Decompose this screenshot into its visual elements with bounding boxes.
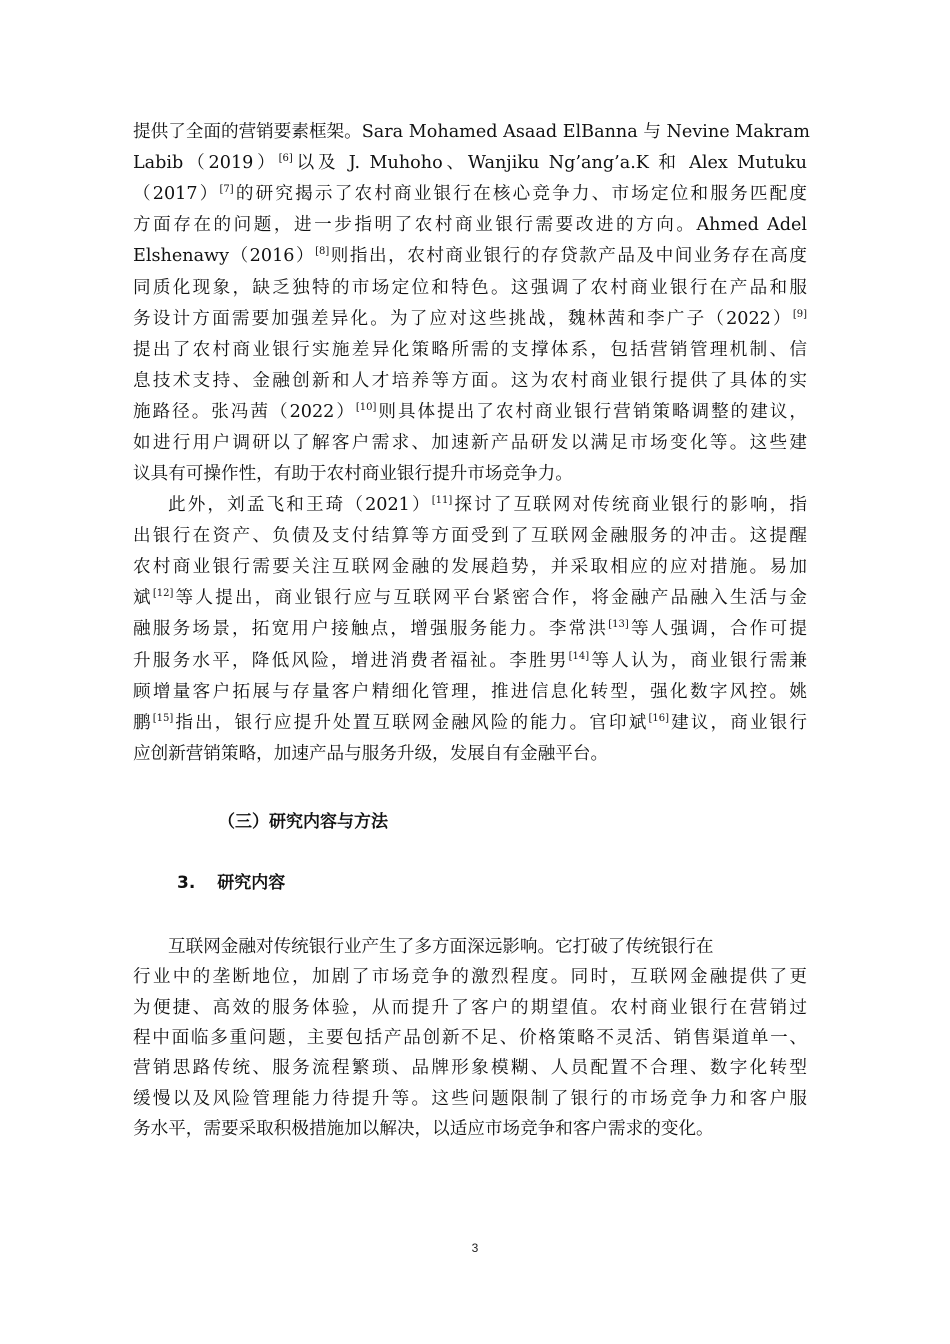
text-line: 互联网金融对传统银行业产生了多方面深远影响。它打破了传统银行在 <box>168 937 714 957</box>
citation-ref: [7] <box>219 184 234 196</box>
citation-ref: [13] <box>608 619 629 631</box>
subsection-number: 3. <box>177 873 196 893</box>
citation-ref: [12] <box>152 588 174 600</box>
citation-ref: [16] <box>648 712 669 724</box>
text-line: 行业中的垄断地位，加剧了市场竞争的激烈程度。同时，互联网金融提供了更 <box>133 967 807 988</box>
text-line: 融服务场景，拓宽用户接触点，增强服务能力。李常洪[13]等人强调，合作可提 <box>133 619 807 640</box>
text-line: 同质化现象，缺乏独特的市场定位和特色。这强调了农村商业银行在产品和服 <box>133 277 807 298</box>
citation-ref: [6] <box>278 153 293 165</box>
text-line: 营销思路传统、服务流程繁琐、品牌形象模糊、人员配置不合理、数字化转型 <box>133 1058 807 1079</box>
text-line: 务水平，需要采取积极措施加以解决，以适应市场竞争和客户需求的变化。 <box>133 1118 714 1139</box>
text-line: 农村商业银行需要关注互联网金融的发展趋势，并采取相应的应对措施。易加 <box>133 557 807 578</box>
text-line: Labib（2019）[6]以及 J. Muhoho、Wanjiku Ng’ang’a.K 和 Alex Mutuku <box>133 153 807 174</box>
page-number: 3 <box>471 1241 479 1255</box>
text-line: 缓慢以及风险管理能力待提升等。这些问题限制了银行的市场竞争力和客户服 <box>133 1088 807 1109</box>
text-line: 顾增量客户拓展与存量客户精细化管理，推进信息化转型，强化数字风控。姚 <box>133 681 807 702</box>
text-line: 提出了农村商业银行实施差异化策略所需的支撑体系，包括营销管理机制、信 <box>133 339 807 360</box>
text-line: 如进行用户调研以了解客户需求、加速新产品研发以满足市场变化等。这些建 <box>133 433 807 453</box>
citation-ref: [15] <box>152 712 174 724</box>
text-line: 议具有可操作性，有助于农村商业银行提升市场竞争力。 <box>133 464 573 485</box>
text-line: 应创新营销策略，加速产品与服务升级，发展自有金融平台。 <box>133 743 609 764</box>
text-line: 息技术支持、金融创新和人才培养等方面。这为农村商业银行提供了具体的实 <box>133 370 807 391</box>
text-line: （2017）[7]的研究揭示了农村商业银行在核心竞争力、市场定位和服务匹配度 <box>133 184 807 205</box>
subsection-title: 研究内容 <box>217 873 286 893</box>
citation-ref: [11] <box>431 495 453 506</box>
section-heading: （三）研究内容与方法 <box>218 812 388 832</box>
text-line: 施路径。张冯茜（2022）[10]则具体提出了农村商业银行营销策略调整的建议， <box>133 401 807 422</box>
text-line: 为便捷、高效的服务体验，从而提升了客户的期望值。农村商业银行在营销过 <box>133 997 807 1018</box>
citation-ref: [8] <box>315 246 330 258</box>
text-line: 方面存在的问题，进一步指明了农村商业银行需要改进的方向。Ahmed Adel <box>133 215 807 236</box>
citation-ref: [9] <box>792 308 807 320</box>
text-line: 升服务水平，降低风险，增进消费者福祉。李胜男[14]等人认为，商业银行需兼 <box>133 650 807 671</box>
citation-ref: [14] <box>568 650 590 662</box>
text-line: 务设计方面需要加强差异化。为了应对这些挑战，魏林茜和李广子（2022）[9] <box>133 308 807 329</box>
text-line: 出银行在资产、负债及支付结算等方面受到了互联网金融服务的冲击。这提醒 <box>133 526 807 547</box>
text-line: 提供了全面的营销要素框架。Sara Mohamed Asaad ElBanna 与 Nevine Makram <box>133 122 810 142</box>
text-line: 此外，刘孟飞和王琦（2021）[11]探讨了互联网对传统商业银行的影响，指 <box>168 495 807 515</box>
text-line: 鹏[15]指出，银行应提升处置互联网金融风险的能力。官印斌[16]建议，商业银行 <box>133 712 807 733</box>
subsection-heading <box>177 872 285 894</box>
text-line: 程中面临多重问题，主要包括产品创新不足、价格策略不灵活、销售渠道单一、 <box>133 1027 807 1048</box>
text-line: Elshenawy（2016）[8]则指出，农村商业银行的存贷款产品及中间业务存在高度 <box>133 246 807 267</box>
text-line: 斌[12]等人提出，商业银行应与互联网平台紧密合作，将金融产品融入生活与金 <box>133 588 807 609</box>
citation-ref: [10] <box>355 401 377 413</box>
